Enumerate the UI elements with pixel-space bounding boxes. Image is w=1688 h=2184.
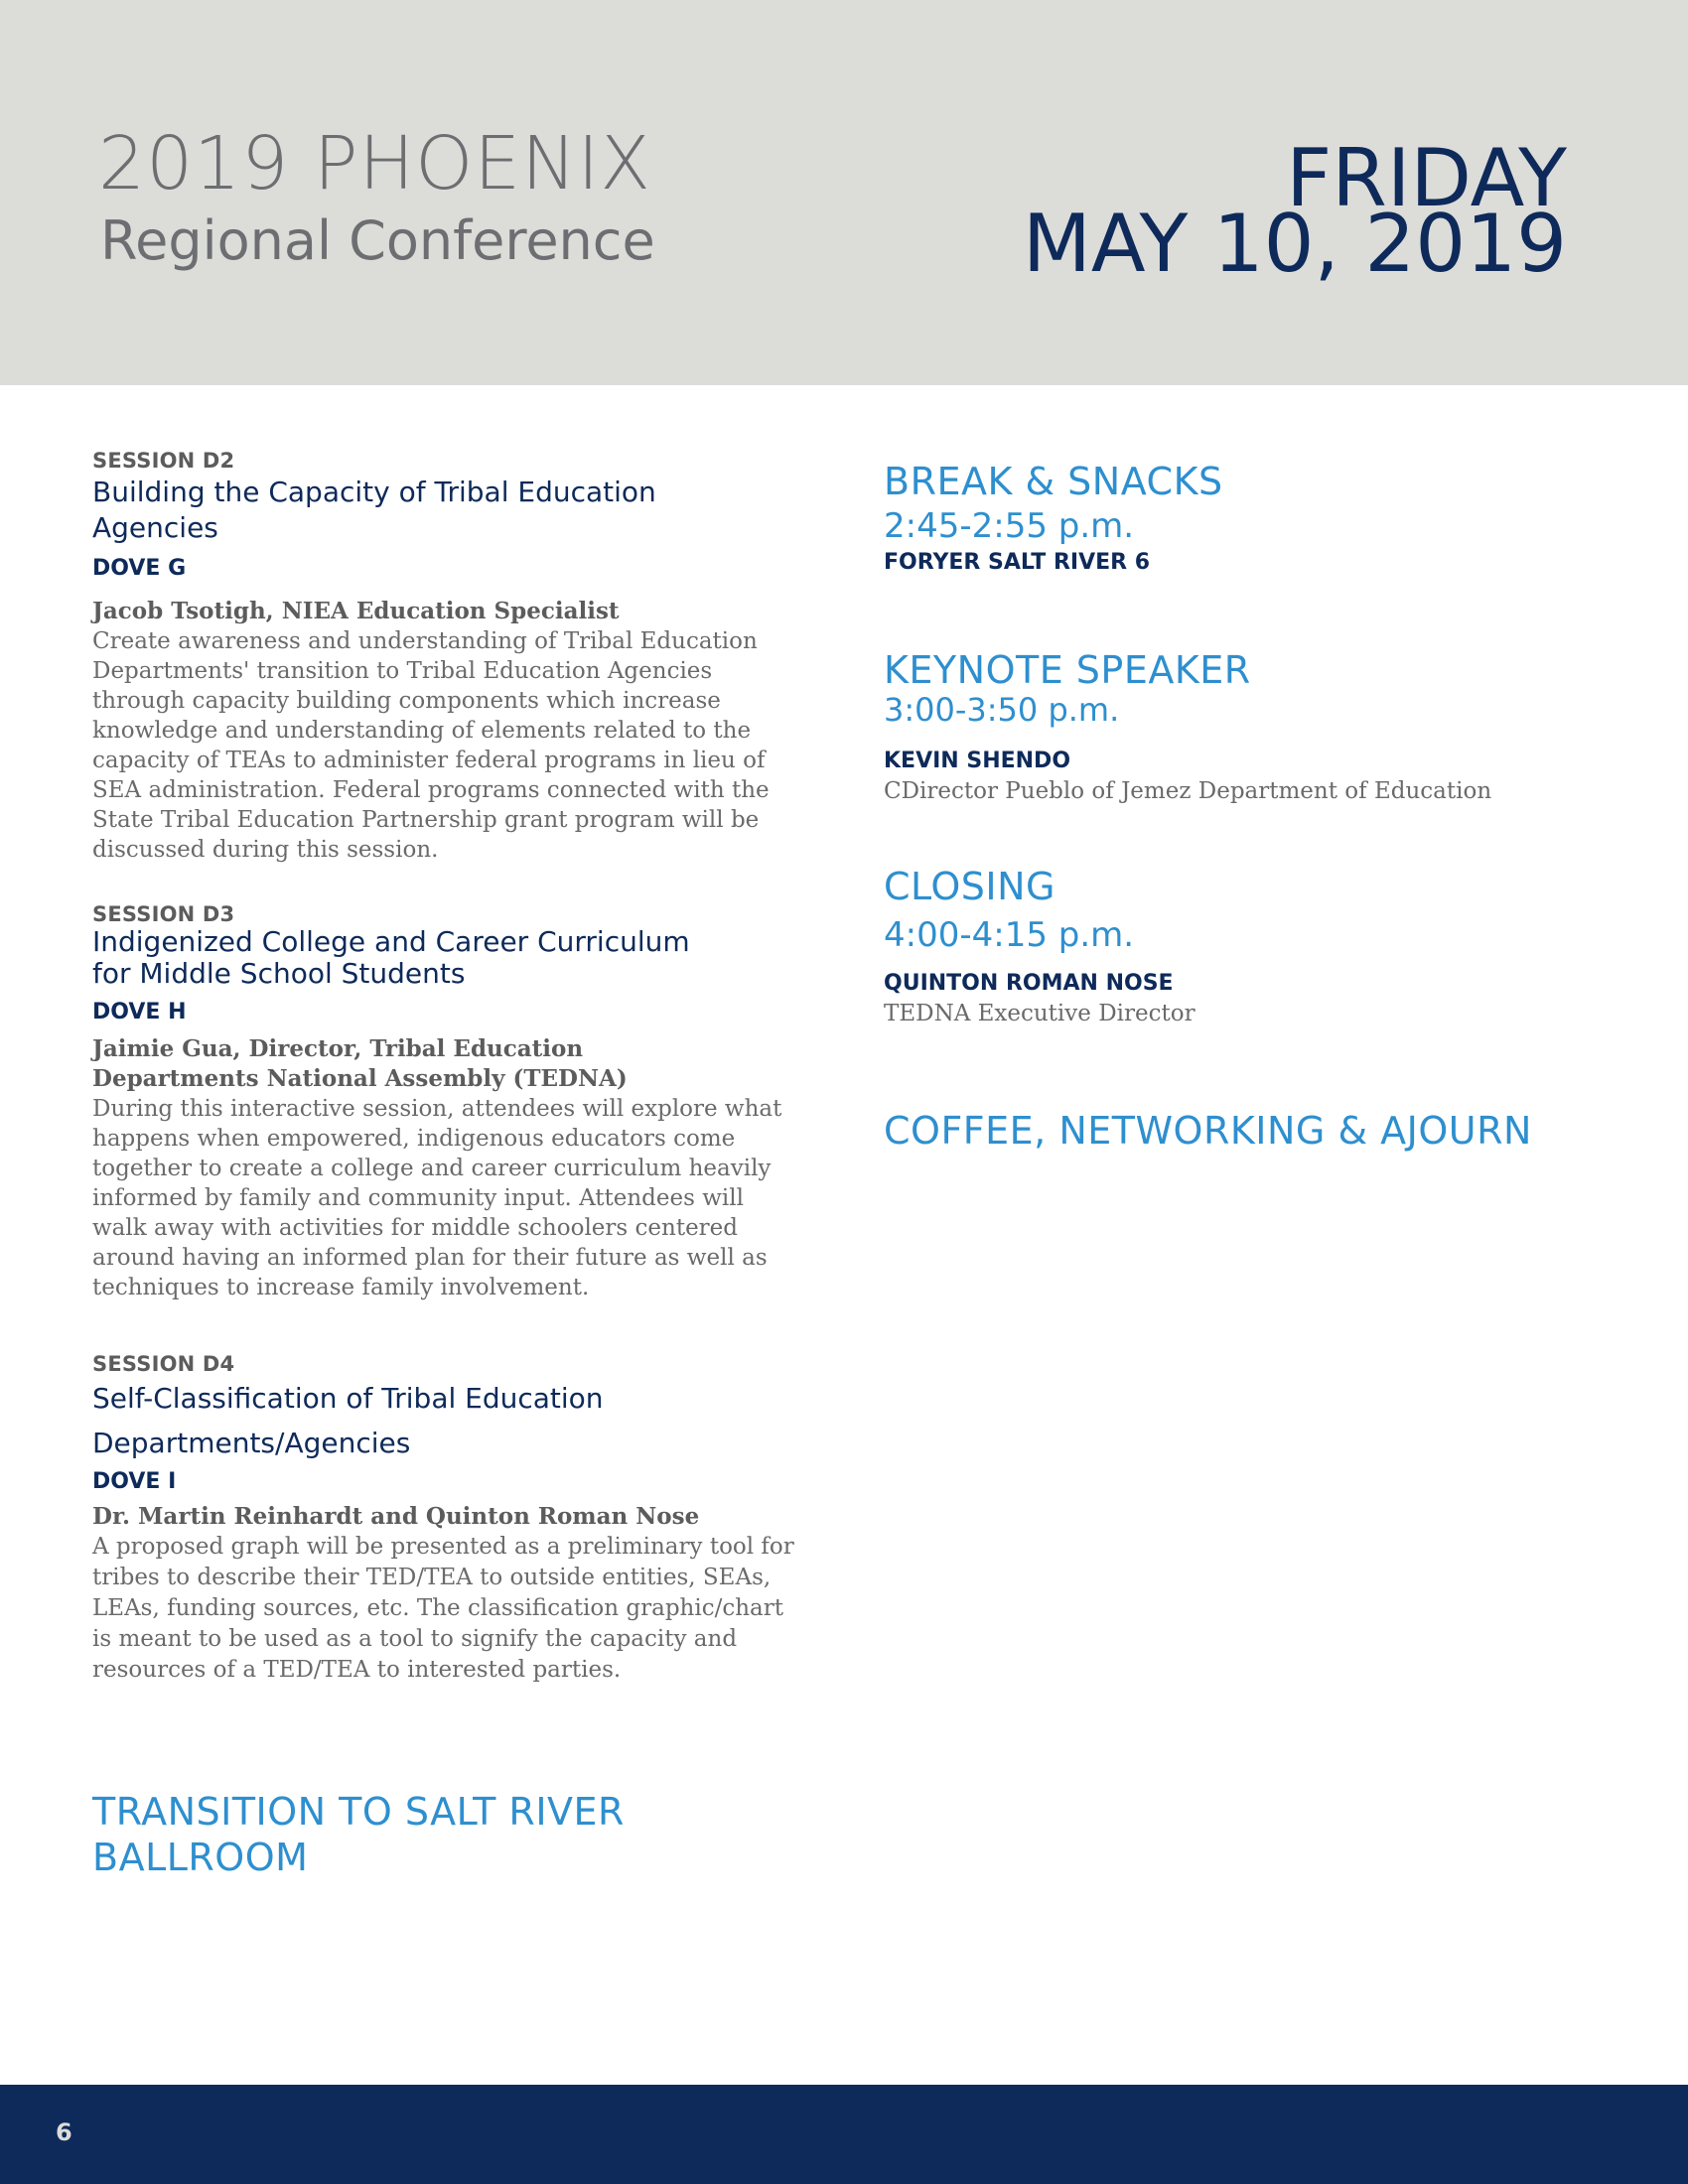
session-label: SESSION D2 xyxy=(92,449,235,473)
session-presenter: Jaimie Gua, Director, Tribal Education Departments National Assembly (TEDNA) xyxy=(92,1035,628,1092)
agenda-closing xyxy=(884,864,1599,1028)
agenda-title: KEYNOTE SPEAKER xyxy=(884,648,1251,692)
session-title: Indigenized College and Career Curriculum for Middle School Students xyxy=(92,925,690,990)
session-title: Self-Classification of Tribal Education Departments/Agencies xyxy=(92,1382,604,1459)
session-label: SESSION D4 xyxy=(92,1352,235,1376)
agenda-time: 2:45-2:55 p.m. xyxy=(884,506,1135,546)
session-room: DOVE I xyxy=(92,1469,177,1494)
session-block xyxy=(92,449,807,865)
event-date: MAY 10, 2019 xyxy=(1022,198,1567,290)
page-header xyxy=(0,0,1688,385)
session-room: DOVE G xyxy=(92,556,187,581)
agenda-time: 4:00-4:15 p.m. xyxy=(884,915,1135,955)
session-description: During this interactive session, attendees will explore what happens when empowered, indigenous educators come together to create a college and career curriculum heavily informed by family and community input. Attendees will walk away with activities for middle schoolers centered around having an informed plan for their future as well as techniques to increase family involvement. xyxy=(92,1096,782,1300)
speaker-role: TEDNA Executive Director xyxy=(884,1001,1196,1026)
agenda-title: CLOSING xyxy=(884,865,1055,908)
speaker-role: CDirector Pueblo of Jemez Department of Education xyxy=(884,778,1492,804)
event-day: FRIDAY xyxy=(1286,132,1567,224)
speaker-name: QUINTON ROMAN NOSE xyxy=(884,971,1174,996)
conference-name: Regional Conference xyxy=(100,209,655,272)
session-block xyxy=(92,1352,807,1686)
agenda-title: BREAK & SNACKS xyxy=(884,460,1223,503)
speaker-name: KEVIN SHENDO xyxy=(884,749,1071,773)
session-description: A proposed graph will be presented as a preliminary tool for tribes to describe their TED/TEA to outside entities, SEAs, LEAs, funding sources, etc. The classification graphic/chart is meant to be used as a tool to signify the capacity and resources of a TED/TEA to interested parties. xyxy=(92,1534,794,1683)
sessions-column xyxy=(92,449,807,1880)
agenda-location: FORYER SALT RIVER 6 xyxy=(884,550,1151,575)
agenda-final: COFFEE, NETWORKING & AJOURN xyxy=(884,1109,1532,1153)
agenda-time: 3:00-3:50 p.m. xyxy=(884,691,1120,729)
transition-heading: TRANSITION TO SALT RIVER BALLROOM xyxy=(92,1790,625,1879)
session-block xyxy=(92,902,807,1302)
session-room: DOVE H xyxy=(92,1000,187,1024)
session-description: Create awareness and understanding of Tribal Education Departments' transition to Tribal Education Agencies through capacity building components which increase knowledge and understanding of elements related to the capacity of TEAs to administer federal programs in lieu of SEA administration. Federal programs connected with the State Tribal Education Partnership grant program will be discussed during this session. xyxy=(92,628,770,863)
session-label: SESSION D3 xyxy=(92,902,235,926)
page-number: 6 xyxy=(56,2118,72,2146)
page-footer xyxy=(0,2085,1688,2184)
conference-year: 2019 PHOENIX xyxy=(98,121,651,206)
agenda-column xyxy=(884,449,1599,1154)
session-title: Building the Capacity of Tribal Education Agencies xyxy=(92,476,656,544)
session-presenter: Jacob Tsotigh, NIEA Education Specialist xyxy=(92,598,620,624)
agenda-keynote xyxy=(884,647,1599,806)
agenda-break xyxy=(884,459,1599,578)
session-presenter: Dr. Martin Reinhardt and Quinton Roman Nose xyxy=(92,1503,700,1530)
